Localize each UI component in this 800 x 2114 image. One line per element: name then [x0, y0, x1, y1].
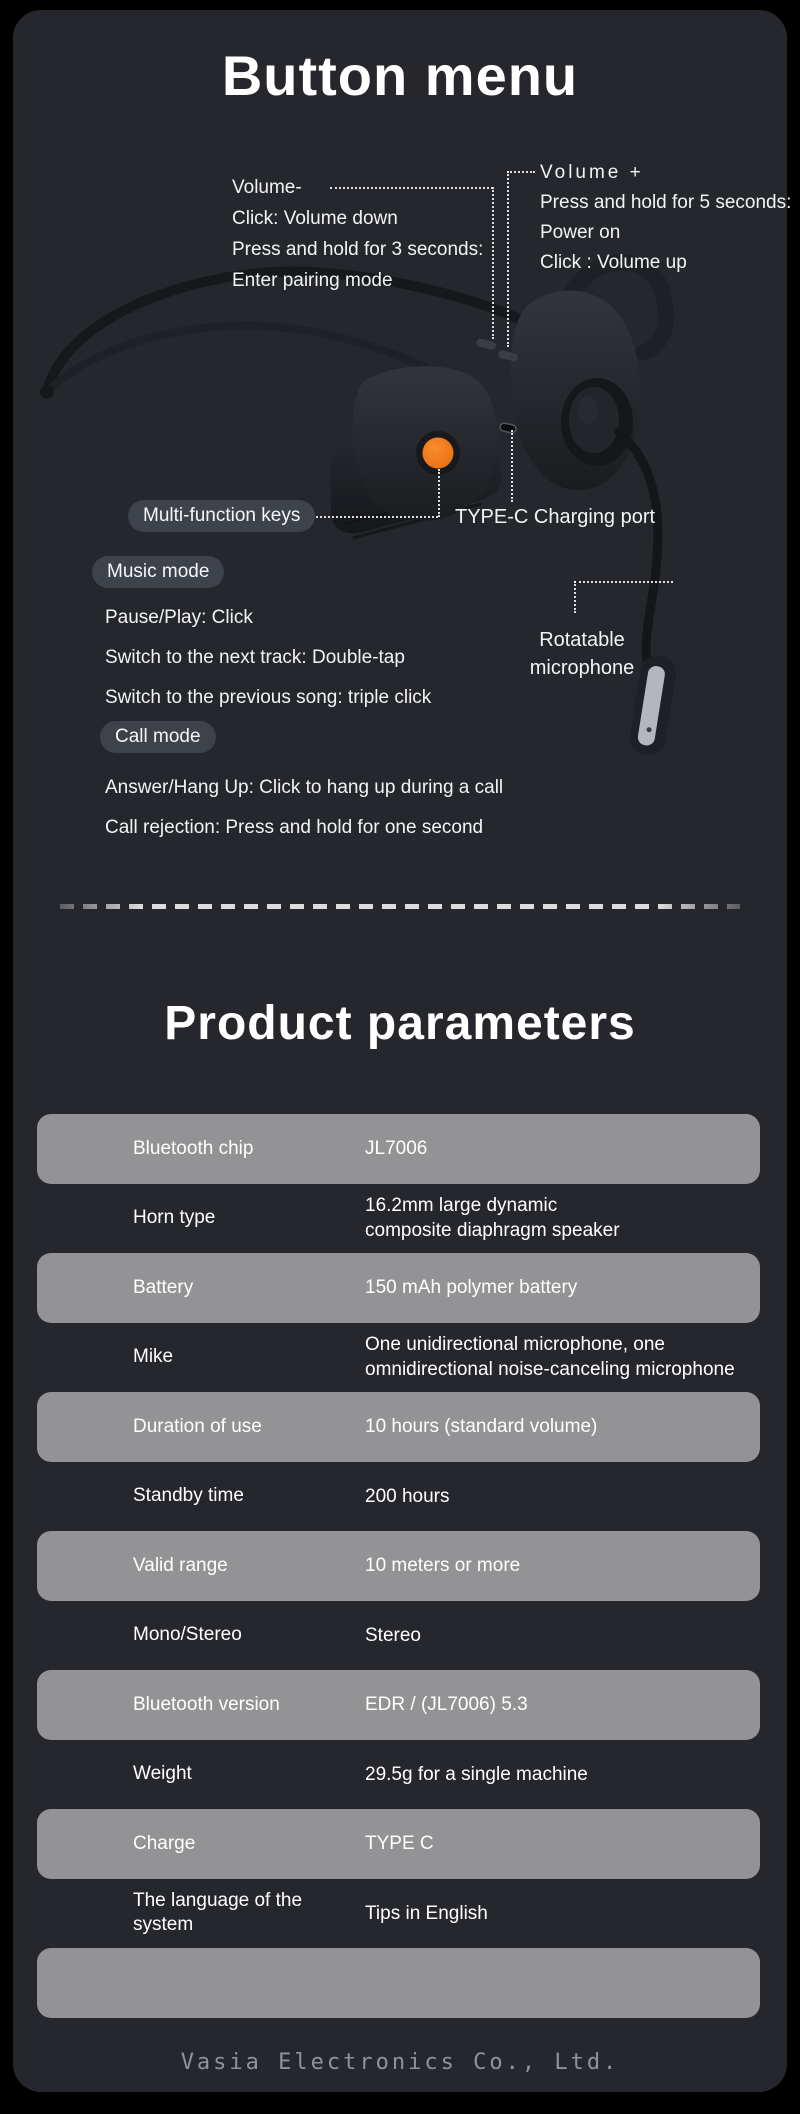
caption-line: Click: Volume down	[232, 208, 398, 229]
param-value: JL7006	[365, 1138, 428, 1160]
param-value: TYPE C	[365, 1833, 434, 1855]
company-footer: Vasia Electronics Co., Ltd.	[180, 2050, 620, 2075]
section-title-product-parameters: Product parameters	[164, 997, 636, 1050]
volume-plus-label: Volume +	[540, 162, 644, 183]
param-label: Duration of use	[133, 1415, 262, 1437]
section-title-button-menu: Button menu	[221, 44, 579, 107]
param-value: 10 meters or more	[365, 1555, 521, 1577]
volume-minus-instructions	[232, 203, 483, 296]
caption-line: Power on	[540, 222, 621, 243]
param-label: Bluetooth version	[133, 1693, 280, 1715]
param-label: Battery	[133, 1276, 194, 1298]
multi-function-button	[423, 438, 454, 469]
table-row	[37, 1670, 760, 1740]
param-label: Charge	[133, 1832, 196, 1854]
param-label: Bluetooth chip	[133, 1137, 254, 1159]
param-label: Mike	[133, 1346, 174, 1368]
param-label: Weight	[133, 1763, 192, 1785]
microphone-boom	[619, 432, 679, 757]
caption-line: Switch to the previous song: triple click	[105, 687, 432, 708]
multi-function-keys-badge: Multi-function keys	[128, 500, 315, 532]
music-mode-instructions	[105, 598, 431, 718]
control-module	[353, 366, 517, 521]
parameters-table	[37, 1114, 760, 2018]
param-label: Mono/Stereo	[133, 1624, 242, 1646]
callout-line	[492, 187, 494, 339]
param-label: The language of the system	[133, 1890, 303, 1936]
call-mode-badge: Call mode	[100, 721, 216, 753]
param-value: Stereo	[365, 1624, 421, 1646]
table-row	[37, 1948, 760, 2018]
callout-line	[511, 430, 513, 502]
param-value: EDR / (JL7006) 5.3	[365, 1694, 528, 1716]
table-row	[37, 1392, 760, 1462]
table-row	[37, 1114, 760, 1184]
callout-line	[507, 171, 535, 173]
music-mode-badge: Music mode	[92, 556, 224, 588]
table-row	[37, 1809, 760, 1879]
param-value: 200 hours	[365, 1485, 450, 1507]
volume-plus-instructions	[540, 188, 791, 278]
param-label: Valid range	[133, 1554, 228, 1576]
callout-line	[507, 171, 509, 347]
param-value: 150 mAh polymer battery	[365, 1277, 578, 1299]
caption-line: Pause/Play: Click	[105, 607, 253, 628]
caption-line: Switch to the next track: Double-tap	[105, 647, 405, 668]
call-mode-instructions	[105, 768, 503, 848]
volume-minus-callout	[232, 172, 483, 296]
caption-line: Rotatable	[539, 629, 625, 651]
param-label: Standby time	[133, 1485, 244, 1507]
param-value: 16.2mm large dynamic composite diaphragm speaker	[365, 1195, 620, 1242]
callout-line	[574, 581, 673, 583]
caption-line: Click : Volume up	[540, 252, 687, 273]
callout-line	[574, 581, 576, 613]
charging-port	[499, 422, 516, 433]
caption-line: Press and hold for 5 seconds:	[540, 192, 792, 213]
table-row	[37, 1184, 760, 1254]
param-value: One unidirectional microphone, one omnidirectional noise-canceling microphone	[365, 1334, 735, 1381]
table-row	[37, 1531, 760, 1601]
caption-line: Enter pairing mode	[232, 270, 393, 291]
param-value: Tips in English	[365, 1902, 488, 1924]
volume-minus-label: Volume-	[232, 177, 302, 198]
table-row	[37, 1462, 760, 1532]
dashed-divider	[60, 904, 740, 909]
table-row	[37, 1323, 760, 1393]
caption-line: Press and hold for 3 seconds:	[232, 239, 484, 260]
table-row	[37, 1740, 760, 1810]
table-row	[37, 1879, 760, 1949]
rotatable-microphone-label	[512, 626, 652, 682]
type-c-port-label: TYPE-C Charging port	[455, 506, 656, 528]
callout-line	[438, 469, 440, 517]
caption-line: Call rejection: Press and hold for one second	[105, 817, 484, 838]
table-row	[37, 1601, 760, 1671]
callout-line	[316, 516, 438, 518]
caption-line: Answer/Hang Up: Click to hang up during a call	[105, 777, 504, 798]
table-row	[37, 1253, 760, 1323]
caption-line: microphone	[529, 657, 635, 679]
param-label: Horn type	[133, 1207, 216, 1229]
param-value: 29.5g for a single machine	[365, 1763, 588, 1785]
volume-plus-callout	[540, 158, 791, 278]
param-value: 10 hours (standard volume)	[365, 1416, 598, 1438]
